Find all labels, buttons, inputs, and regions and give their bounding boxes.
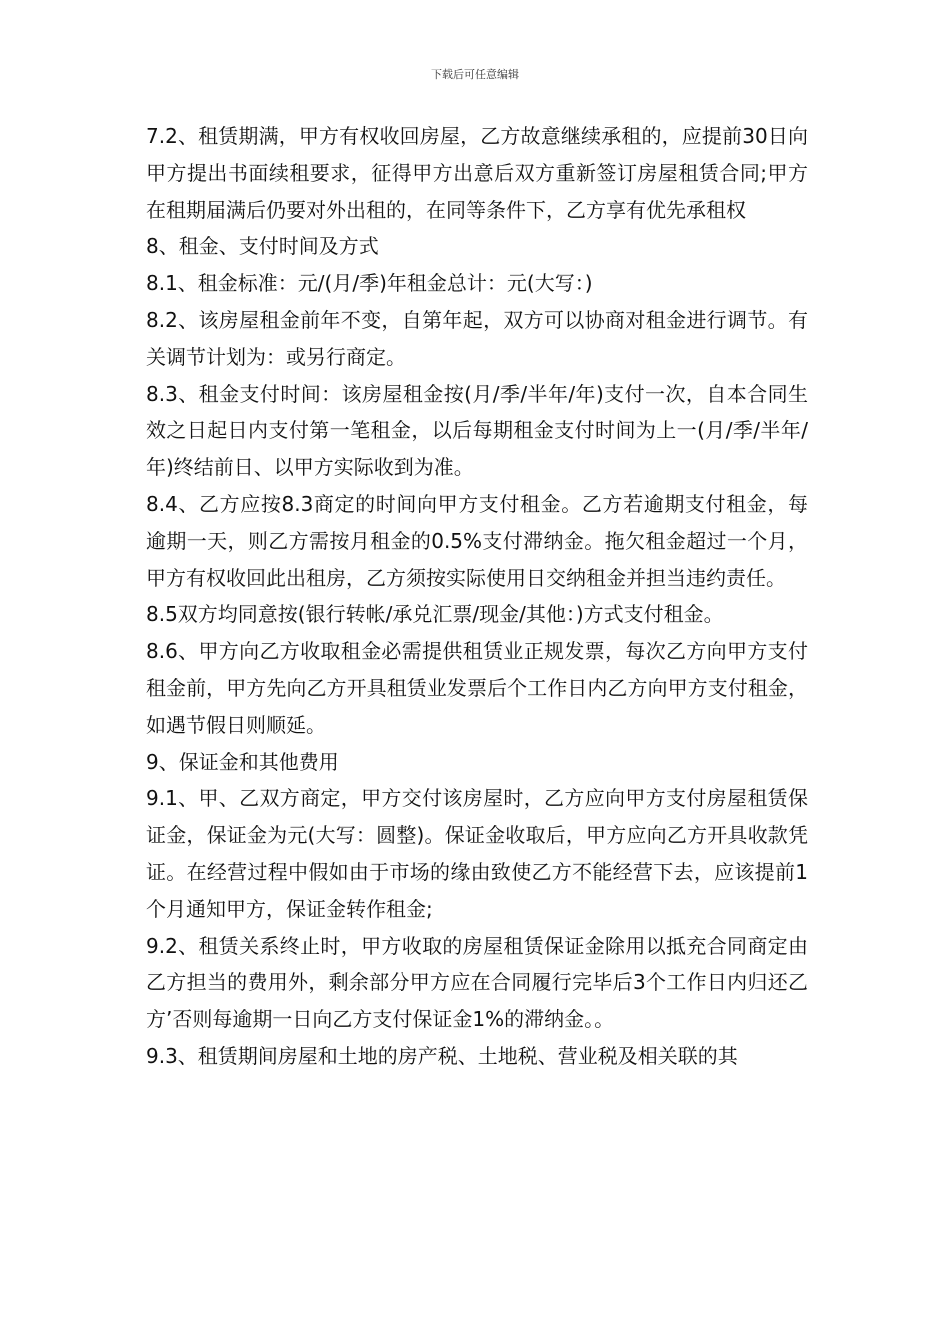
clause-9-3: 9.3、租赁期间房屋和土地的房产税、土地税、营业税及相关联的其 [146, 1043, 738, 1068]
clause-8-6: 8.6、甲方向乙方收取租金必需提供租赁业正规发票，每次乙方向甲方支付租金前，甲方先向乙方开具租赁业发票后个工作日内乙方向甲方支付租金，如遇节假日则顺延。 [146, 639, 808, 737]
clause-9-1: 9.1、甲、乙双方商定，甲方交付该房屋时，乙方应向甲方支付房屋租赁保证金，保证金为元(大写：圆整)。保证金收取后，甲方应向乙方开具收款凭证。在经营过程中假如由于市场的缘由致使乙方不能经营下去，应该提前1个月通知甲方，保证金转作租金; [146, 786, 808, 921]
clause-8-5: 8.5双方均同意按(银行转帐/承兑汇票/现金/其他：)方式支付租金。 [146, 602, 724, 627]
clause-8-3: 8.3、租金支付时间：该房屋租金按(月/季/半年/年)支付一次，自本合同生效之日起日内支付第一笔租金，以后每期租金支付时间为上一(月/季/半年/年)终结前日、以甲方实际收到为准。 [146, 381, 808, 480]
document-body [146, 118, 808, 1075]
section-8-heading: 8、租金、支付时间及方式 [146, 234, 379, 259]
clause-7-2: 7.2、租赁期满，甲方有权收回房屋，乙方故意继续承租的，应提前30日向甲方提出书面续租要求，征得甲方出意后双方重新签订房屋租赁合同;甲方在租期届满后仍要对外出租的，在同等条件下，乙方享有优先承租权 [146, 124, 808, 222]
section-9-heading: 9、保证金和其他费用 [146, 749, 339, 774]
clause-8-4: 8.4、乙方应按8.3商定的时间向甲方支付租金。乙方若逾期支付租金，每逾期一天，则乙方需按月租金的0.5%支付滞纳金。拖欠租金超过一个月，甲方有权收回此出租房，乙方须按实际使用日交纳租金并担当违约责任。 [146, 491, 808, 590]
page-header: 下载后可任意编辑 [431, 68, 519, 81]
clause-8-2: 8.2、该房屋租金前年不变，自第年起，双方可以协商对租金进行调节。有关调节计划为：或另行商定。 [146, 307, 808, 369]
clause-8-1: 8.1、租金标准：元/(月/季)年租金总计：元(大写：) [146, 271, 593, 296]
clause-9-2: 9.2、租赁关系终止时，甲方收取的房屋租赁保证金除用以抵充合同商定由乙方担当的费用外，剩余部分甲方应在合同履行完毕后3个工作日内归还乙方’否则每逾期一日向乙方支付保证金1%的滞纳金。。 [146, 933, 808, 1032]
